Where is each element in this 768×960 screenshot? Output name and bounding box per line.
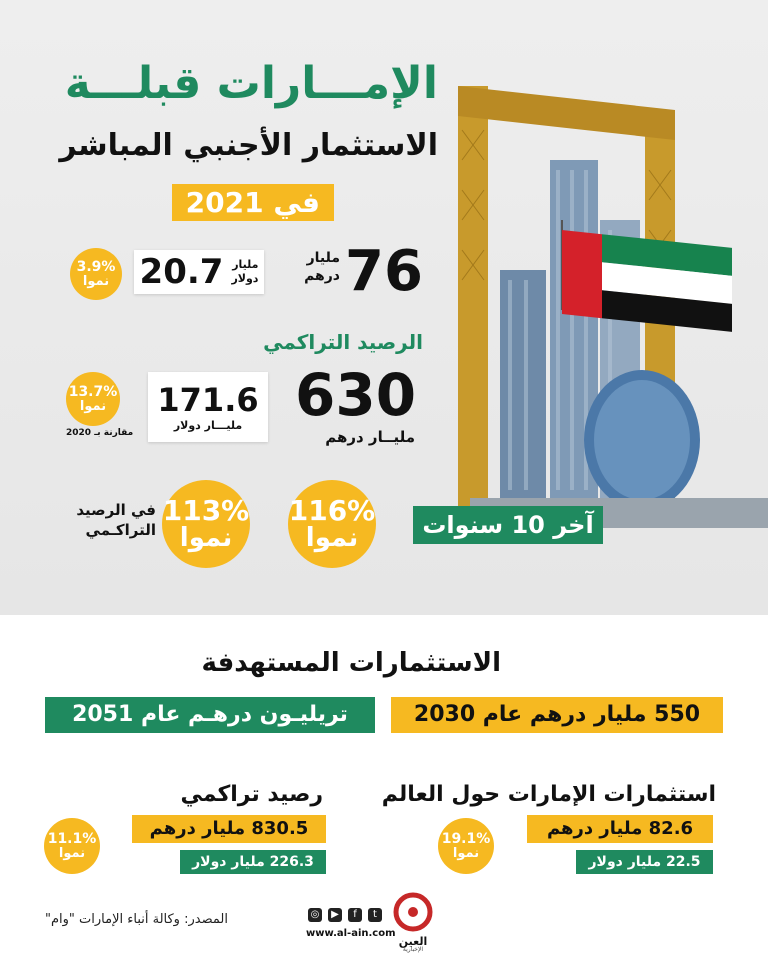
al-ain-logo xyxy=(392,892,434,952)
instagram-icon[interactable]: ◎ xyxy=(308,908,322,922)
outbound-aed-bar: 82.6 مليار درهم xyxy=(527,815,713,843)
fdi-usd-unit-line1: مليار xyxy=(232,258,259,272)
fdi-growth-value: 3.9% xyxy=(76,258,116,275)
decade-cum-growth-badge xyxy=(162,480,250,568)
source-credit: المصدر: وكالة أنباء الإمارات "وام" xyxy=(45,912,228,927)
cumulative-usd-value: 171.6 xyxy=(157,381,259,420)
outbound-growth-label: نموا xyxy=(452,845,480,861)
page-title: الإمـــارات قبلـــة xyxy=(64,58,438,109)
cumulative-usd-box xyxy=(148,372,268,442)
social-links xyxy=(308,908,382,922)
fdi-usd-unit-line2: دولار xyxy=(231,272,259,285)
logo-subtext: الإخبارية xyxy=(402,946,424,953)
abu-dhabi-skyline-illustration xyxy=(430,70,768,540)
cumulative-comparison-note: مقارنة بـ 2020 xyxy=(66,428,134,438)
outbound-usd-bar: 22.5 مليار دولار xyxy=(576,850,713,874)
fdi-aed-unit xyxy=(285,250,340,285)
target-2030-bar: 550 مليار درهم عام 2030 xyxy=(391,697,723,733)
outbound-cumulative-aed-bar: 830.5 مليار درهم xyxy=(132,815,326,843)
outbound-cumulative-heading: رصيد تراكمي xyxy=(180,782,323,807)
decade-cum-caption xyxy=(60,500,156,541)
outbound-cumulative-growth-label: نموا xyxy=(58,845,86,861)
cumulative-aed-unit: مليــار درهم xyxy=(325,428,415,446)
page-subtitle: الاستثمار الأجنبي المباشر xyxy=(59,128,438,163)
cumulative-growth-value: 13.7% xyxy=(68,383,118,400)
decade-cum-growth-value: 113% xyxy=(162,493,250,527)
cumulative-aed-value: 630 xyxy=(295,361,417,429)
cumulative-heading: الرصيد التراكمي xyxy=(263,330,423,354)
outbound-cumulative-growth-badge xyxy=(44,818,100,874)
decade-cum-growth-label: نموا xyxy=(179,523,233,554)
logo-mark xyxy=(393,892,433,932)
year-badge: في 2021 xyxy=(172,184,334,221)
target-2051-bar: تريليـون درهـم عام 2051 xyxy=(45,697,375,733)
fdi-usd-box xyxy=(134,250,264,294)
cumulative-growth-badge xyxy=(66,372,120,426)
decade-fdi-growth-label: نموا xyxy=(305,523,359,554)
outbound-cumulative-growth-value: 11.1% xyxy=(47,830,97,847)
youtube-icon[interactable]: ▶ xyxy=(328,908,342,922)
fdi-usd-value: 20.7 xyxy=(139,252,224,292)
decade-fdi-growth-badge xyxy=(288,480,376,568)
fdi-aed-unit-line2: درهم xyxy=(304,267,340,284)
outbound-growth-value: 19.1% xyxy=(441,830,491,847)
decade-fdi-growth-value: 116% xyxy=(288,493,376,527)
cumulative-growth-label: نموا xyxy=(79,398,107,414)
uae-flag xyxy=(562,230,732,332)
decade-cum-caption-line1: في الرصيد xyxy=(76,501,156,519)
website-link[interactable]: www.al-ain.com xyxy=(306,928,396,939)
logo-text: العين xyxy=(398,935,428,948)
tower-left xyxy=(500,270,546,500)
cumulative-usd-unit: مليـــار دولار xyxy=(173,419,243,433)
frame-top-beam xyxy=(458,86,675,140)
decade-cum-caption-line2: التراكـمي xyxy=(85,521,156,540)
fdi-aed-unit-line1: مليار xyxy=(306,250,340,266)
outbound-heading: استثمارات الإمارات حول العالم xyxy=(381,782,716,807)
facebook-icon[interactable]: f xyxy=(348,908,362,922)
frame-left-pillar xyxy=(458,86,488,506)
fdi-growth-badge xyxy=(70,248,122,300)
outbound-cumulative-usd-bar: 226.3 مليار دولار xyxy=(180,850,326,874)
outbound-growth-badge xyxy=(438,818,494,874)
fdi-usd-unit xyxy=(231,258,258,286)
twitter-icon[interactable]: t xyxy=(368,908,382,922)
targets-heading: الاستثمارات المستهدفة xyxy=(201,648,501,678)
fdi-growth-label: نموا xyxy=(82,273,110,289)
fdi-aed-value: 76 xyxy=(345,239,423,304)
decade-period-label: آخر 10 سنوات xyxy=(413,506,603,544)
